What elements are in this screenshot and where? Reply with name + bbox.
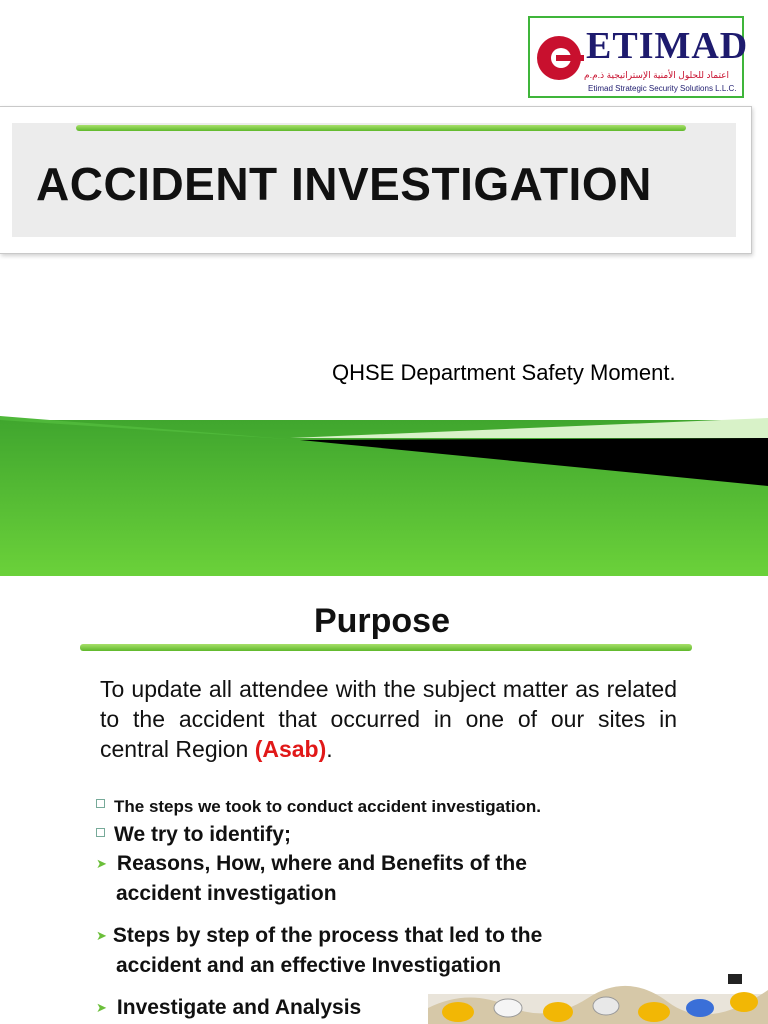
bullet-steps-continued: accident and an effective Investigation — [116, 954, 502, 977]
etimad-logo-mark-icon — [534, 24, 584, 94]
bullet-text: The steps we took to conduct accident investigation. — [114, 797, 541, 816]
purpose-accent-line — [80, 644, 692, 651]
intro-end: . — [326, 736, 333, 762]
bullet-steps — [96, 924, 542, 948]
square-bullet-icon — [96, 799, 105, 808]
logo-english-name: Etimad Strategic Security Solutions L.L.C. — [588, 84, 737, 93]
bullet-text: Reasons, How, where and Benefits of the — [116, 852, 527, 875]
square-bullet-icon — [96, 828, 105, 837]
etimad-logo — [528, 16, 749, 98]
bullet-reasons-continued: accident investigation — [116, 882, 337, 905]
page-title: ACCIDENT INVESTIGATION — [36, 158, 652, 210]
logo-arabic-name: اعتماد للحلول الأمنية الإستراتيجية ذ.م.م — [584, 70, 730, 80]
logo-wordmark: ETIMAD — [586, 25, 749, 67]
purpose-intro — [100, 674, 677, 764]
bullet-text: Investigate and Analysis — [116, 996, 362, 1019]
intro-text: To update all attendee with the subject matter as related to the accident that occurred in one of our sites in central Region — [100, 676, 677, 762]
bullet-text: We try to identify; — [114, 823, 291, 846]
bullet-investigate — [96, 996, 361, 1020]
workers-hardhats-image — [428, 968, 768, 1024]
title-accent-line — [76, 125, 686, 131]
arrow-bullet-icon: ➤ — [96, 856, 107, 871]
bullet-text: Steps by step of the process that led to the — [112, 924, 543, 947]
arrow-bullet-icon: ➤ — [96, 1000, 107, 1015]
bullet-reasons — [96, 852, 527, 876]
arrow-bullet-icon: ➤ — [96, 928, 107, 943]
intro-highlight: (Asab) — [254, 736, 327, 762]
bullet-try-identify — [96, 823, 291, 847]
title-box — [12, 123, 736, 237]
purpose-heading: Purpose — [313, 602, 451, 640]
bullet-steps-taken — [96, 797, 541, 817]
title-panel — [0, 106, 752, 254]
subtitle: QHSE Department Safety Moment. — [332, 360, 676, 385]
decorative-banner — [0, 416, 768, 576]
